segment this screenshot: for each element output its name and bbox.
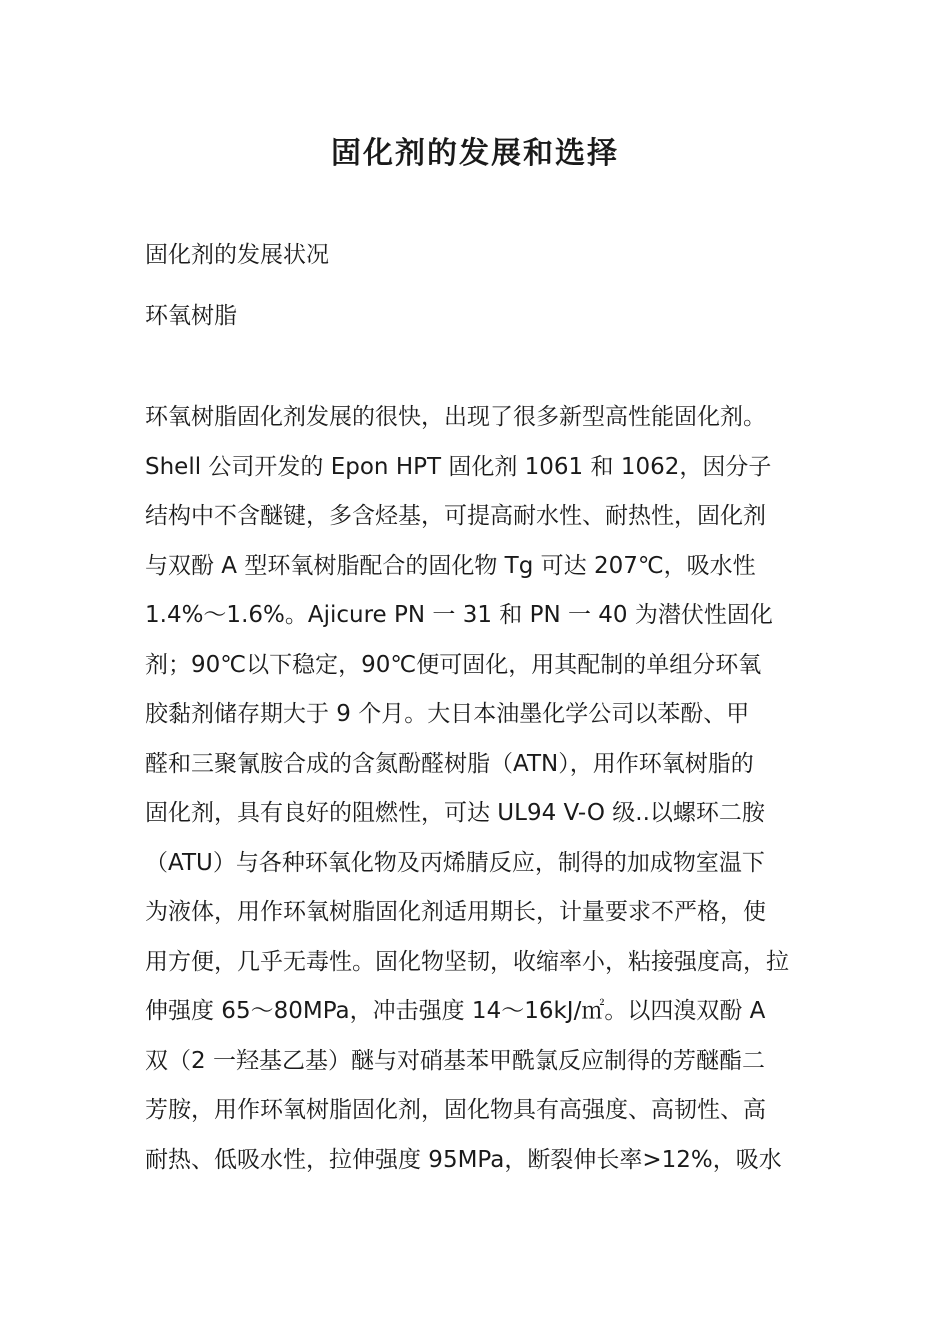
paragraph-line: 剂；90℃以下稳定，90℃便可固化，用其配制的单组分环氧 <box>145 651 762 678</box>
subsection-heading: 环氧树脂 <box>145 303 237 329</box>
paragraph-line: 为液体，用作环氧树脂固化剂适用期长，计量要求不严格，使 <box>145 899 766 925</box>
paragraph-line: 胶黏剂储存期大于 9 个月。大日本油墨化学公司以苯酚、甲 <box>145 701 750 727</box>
paragraph-line: （ATU）与各种环氧化物及丙烯腈反应，制得的加成物室温下 <box>145 849 765 876</box>
paragraph-line: 环氧树脂固化剂发展的很快，出现了很多新型高性能固化剂。 <box>145 404 766 430</box>
paragraph-line: 用方便，几乎无毒性。固化物坚韧，收缩率小，粘接强度高，拉 <box>145 948 789 975</box>
paragraph-line: 固化剂，具有良好的阻燃性，可达 UL94 V-O 级..以螺环二胺 <box>145 800 765 826</box>
paragraph-line: 1.4%～1.6%。Ajicure PN 一 31 和 PN 一 40 为潜伏性固化 <box>145 602 773 628</box>
paragraph-line: 结构中不含醚键，多含烃基，可提高耐水性、耐热性，固化剂 <box>145 503 766 529</box>
body-paragraph <box>145 400 825 1192</box>
paragraph-line: 芳胺，用作环氧树脂固化剂，固化物具有高强度、高韧性、高 <box>145 1097 766 1123</box>
paragraph-line: Shell 公司开发的 Epon HPT 固化剂 1061 和 1062，因分子 <box>145 453 772 480</box>
paragraph-line: 双（2 一羟基乙基）醚与对硝基苯甲酰氯反应制得的芳醚酯二 <box>145 1047 765 1074</box>
paragraph-line: 伸强度 65～80MPa，冲击强度 14～16kJ/㎡。以四溴双酚 A <box>145 998 766 1024</box>
paragraph-line: 醛和三聚氰胺合成的含氮酚醛树脂（ATN），用作环氧树脂的 <box>145 750 754 777</box>
paragraph-line: 与双酚 A 型环氧树脂配合的固化物 Tg 可达 207℃，吸水性 <box>145 552 756 579</box>
paragraph-line: 耐热、低吸水性，拉伸强度 95MPa，断裂伸长率>12%，吸水 <box>145 1146 782 1173</box>
document-title: 固化剂的发展和选择 <box>331 136 619 171</box>
section-heading: 固化剂的发展状况 <box>145 242 329 268</box>
